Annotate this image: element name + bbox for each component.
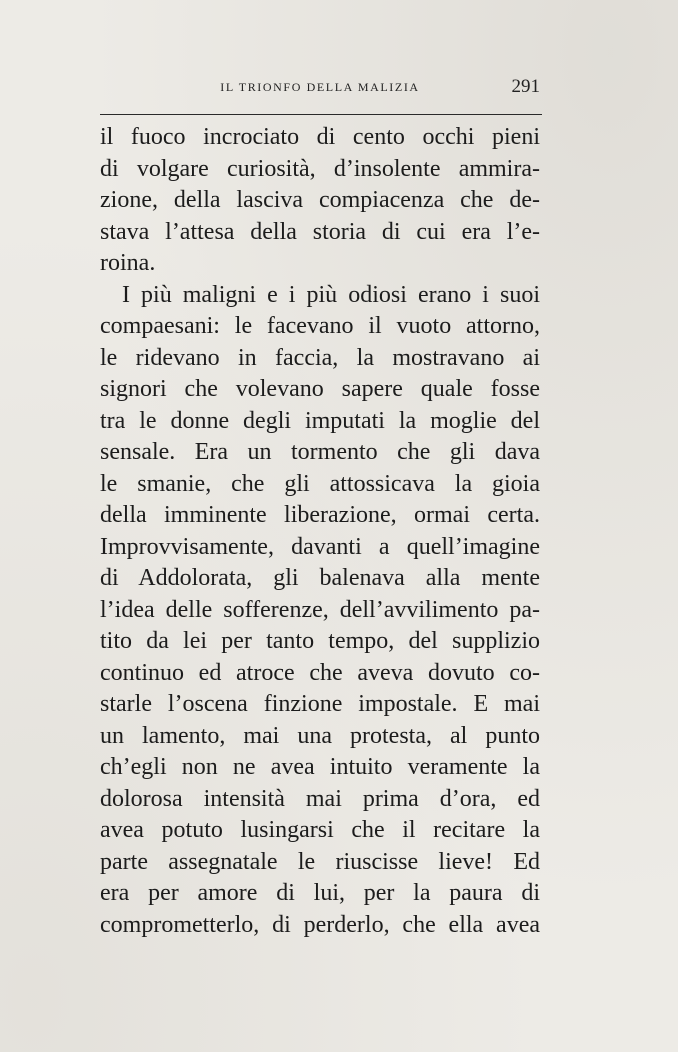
text-line: starle l’oscena finzione impostale. E mai (100, 691, 540, 717)
text-line: ch’egli non ne avea intuito veramente la (100, 754, 540, 780)
text-line: l’idea delle sofferenze, dell’avvilimento pa- (100, 596, 540, 623)
text-line: le smanie, che gli attossicava la gioia (100, 470, 540, 497)
text-line: il fuoco incrociato di cento occhi pieni (100, 124, 540, 150)
text-line: parte assegnatale le riuscisse lieve! Ed (100, 848, 540, 875)
text-line: Improvvisamente, davanti a quell’imagine (100, 533, 540, 560)
text-line: continuo ed atroce che aveva dovuto co- (100, 659, 540, 686)
header-rule (100, 114, 542, 115)
text-line: avea potuto lusingarsi che il recitare la (100, 817, 540, 843)
page-number: 291 (511, 76, 540, 97)
text-line: era per amore di lui, per la paura di (100, 880, 540, 906)
text-line: signori che volevano sapere quale fosse (100, 376, 540, 402)
text-line: della imminente liberazione, ormai certa. (100, 502, 540, 528)
text-line: un lamento, mai una protesta, al punto (100, 722, 540, 749)
text-line: tra le donne degli imputati la moglie del (100, 407, 540, 434)
text-line: roina. (100, 250, 156, 276)
text-line: dolorosa intensità mai prima d’ora, ed (100, 785, 540, 812)
text-line: comprometterlo, di perderlo, che ella avea (100, 911, 540, 938)
paragraph-first-line: I più maligni e i più odiosi erano i suoi (122, 281, 540, 308)
text-line: di Addolorata, gli balenava alla mente (100, 565, 540, 591)
body-text (100, 122, 540, 941)
text-line: di volgare curiosità, d’insolente ammira- (100, 155, 540, 182)
text-line: tito da lei per tanto tempo, del supplizio (100, 628, 540, 654)
text-line: le ridevano in faccia, la mostravano ai (100, 344, 540, 371)
running-title: IL TRIONFO DELLA MALIZIA (220, 80, 420, 94)
running-head (100, 76, 540, 108)
text-line: compaesani: le facevano il vuoto attorno, (100, 313, 540, 339)
text-line: stava l’attesa della storia di cui era l’e- (100, 218, 540, 245)
text-line: zione, della lasciva compiacenza che de- (100, 187, 540, 213)
text-line: sensale. Era un tormento che gli dava (100, 439, 540, 465)
